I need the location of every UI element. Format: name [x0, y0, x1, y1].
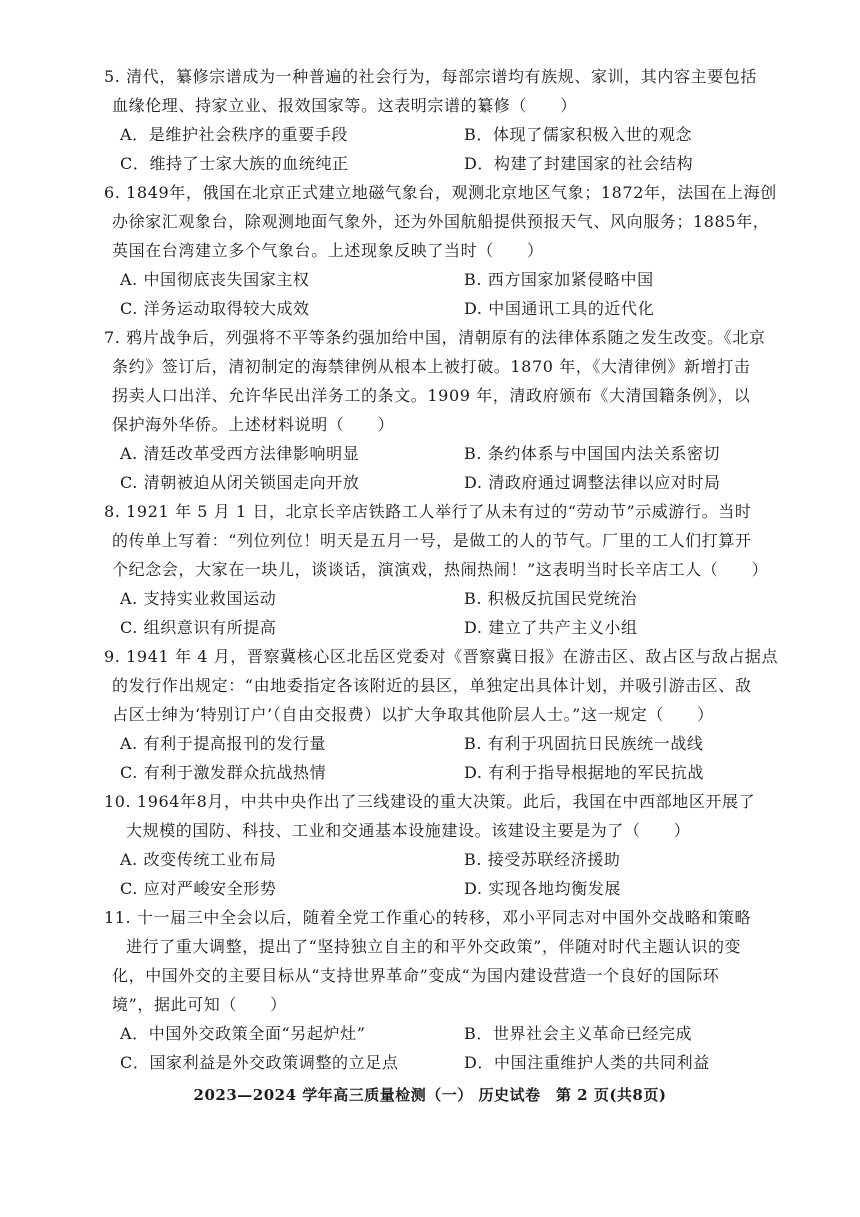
question-6	[104, 178, 777, 323]
option-c: C. 有利于激发群众抗战热情	[120, 763, 327, 782]
question-11-line-2: 进行了重大调整，提出了“坚持独立自主的和平外交政策”，伴随对时代主题认识的变	[126, 937, 742, 956]
option-b: B．体现了儒家积极入世的观念	[464, 125, 693, 144]
option-b: B. 接受苏联经济援助	[464, 850, 621, 869]
option-b: B. 条约体系与中国国内法关系密切	[464, 444, 721, 463]
question-8	[104, 497, 769, 642]
question-8-line-2: 的传单上写着：“列位列位！明天是五月一号，是做工的人的节气。厂里的工人们打算开	[112, 531, 752, 550]
option-a: A. 支持实业救国运动	[120, 589, 277, 608]
question-9-line-1: 9. 1941 年 4 月，晋察冀核心区北岳区党委对《晋察冀日报》在游击区、敌占区与敌占据点	[104, 647, 779, 666]
option-a: A. 中国彻底丧失国家主权	[120, 270, 310, 289]
option-d: D. 有利于指导根据地的军民抗战	[464, 763, 705, 782]
option-a: A. 改变传统工业布局	[120, 850, 277, 869]
option-d: D. 建立了共产主义小组	[464, 618, 638, 637]
option-b: B. 西方国家加紧侵略中国	[464, 270, 654, 289]
option-d: D．构建了封建国家的社会结构	[464, 154, 694, 173]
question-6-line-3: 英国在台湾建立多个气象台。上述现象反映了当时（ ）	[112, 241, 544, 260]
option-c: C. 清朝被迫从闭关锁国走向开放	[120, 473, 360, 492]
option-c: C. 应对严峻安全形势	[120, 879, 277, 898]
option-d: D. 中国通讯工具的近代化	[464, 299, 655, 318]
option-c: C．维持了士家大族的血统纯正	[120, 154, 349, 173]
page-footer: 2023—2024 学年高三质量检测（一） 历史试卷 第 2 页(共8页)	[193, 1086, 667, 1104]
question-5-options	[112, 120, 762, 178]
question-6-line-1: 6. 1849年，俄国在北京正式建立地磁气象台，观测北京地区气象；1872年，法国在上海创	[104, 183, 777, 202]
question-7	[104, 323, 766, 497]
question-7-line-2: 条约》签订后，清初制定的海禁律例从根本上被打破。1870 年，《大清律例》新增打击	[112, 357, 751, 376]
question-7-options	[112, 439, 762, 497]
option-a: A. 清廷改革受西方法律影响明显	[120, 444, 360, 463]
option-a: A. 有利于提高报刊的发行量	[120, 734, 327, 753]
option-b: B. 积极反抗国民党统治	[464, 589, 638, 608]
question-9-line-2: 的发行作出规定：“由地委指定各该附近的县区，单独定出具体计划，并吸引游击区、敌	[112, 676, 752, 695]
question-8-line-1: 8. 1921 年 5 月 1 日，北京长辛店铁路工人举行了从未有过的“劳动节”示威游行。当时	[104, 502, 752, 521]
question-9	[104, 642, 779, 787]
option-b: B．世界社会主义革命已经完成	[464, 1024, 693, 1043]
question-9-line-3: 占区士绅为‘特别订户’（自由交报费）以扩大争取其他阶层人士。”这一规定（ ）	[112, 705, 714, 724]
option-c: C. 洋务运动取得较大成效	[120, 299, 310, 318]
question-11-line-1: 11. 十一届三中全会以后，随着全党工作重心的转移，邓小平同志对中国外交战略和策略	[104, 908, 752, 927]
question-11-line-3: 化，中国外交的主要目标从“支持世界革命”变成“为国内建设营造一个良好的国际环	[112, 966, 720, 985]
option-b: B. 有利于巩固抗日民族统一战线	[464, 734, 704, 753]
question-10	[104, 787, 762, 903]
question-11	[104, 903, 762, 1077]
question-11-line-4: 境”，据此可知（ ）	[112, 995, 287, 1014]
question-5-line-1: 5. 清代，纂修宗谱成为一种普遍的社会行为，每部宗谱均有族规、家训，其内容主要包括	[104, 67, 757, 86]
option-d: D．中国注重维护人类的共同利益	[464, 1053, 710, 1072]
question-8-options	[112, 584, 762, 642]
question-5	[104, 62, 762, 178]
question-11-options	[112, 1019, 762, 1077]
question-10-line-2: 大规模的国防、科技、工业和交通基本设施建设。该建设主要是为了（ ）	[126, 821, 691, 840]
question-10-line-1: 10. 1964年8月，中共中央作出了三线建设的重大决策。此后，我国在中西部地区开展了	[104, 792, 756, 811]
option-c: C. 组织意识有所提高	[120, 618, 277, 637]
question-7-line-3: 拐卖人口出洋、允许华民出洋务工的条文。1909 年，清政府颁布《大清国籍条例》，以	[112, 386, 751, 405]
option-d: D. 清政府通过调整法律以应对时局	[464, 473, 721, 492]
question-8-line-3: 个纪念会，大家在一块儿，谈谈话，演演戏，热闹热闹！”这表明当时长辛店工人（ ）	[112, 560, 769, 579]
option-c: C．国家利益是外交政策调整的立足点	[120, 1053, 399, 1072]
question-10-options	[112, 845, 762, 903]
question-5-line-2: 血缘伦理、持家立业、报效国家等。这表明宗谱的纂修（ ）	[112, 96, 577, 115]
option-a: A．中国外交政策全面“另起炉灶”	[120, 1024, 366, 1043]
option-a: A．是维护社会秩序的重要手段	[120, 125, 348, 144]
question-list	[104, 62, 779, 1077]
question-7-line-4: 保护海外华侨。上述材料说明（ ）	[112, 415, 395, 434]
question-9-options	[112, 729, 762, 787]
question-7-line-1: 7. 鸦片战争后，列强将不平等条约强加给中国，清朝原有的法律体系随之发生改变。《北京	[104, 328, 766, 347]
question-6-line-2: 办徐家汇观象台，除观测地面气象外，还为外国航船提供预报天气、风向服务；1885年，	[112, 212, 770, 231]
option-d: D. 实现各地均衡发展	[464, 879, 622, 898]
question-6-options	[112, 265, 762, 323]
